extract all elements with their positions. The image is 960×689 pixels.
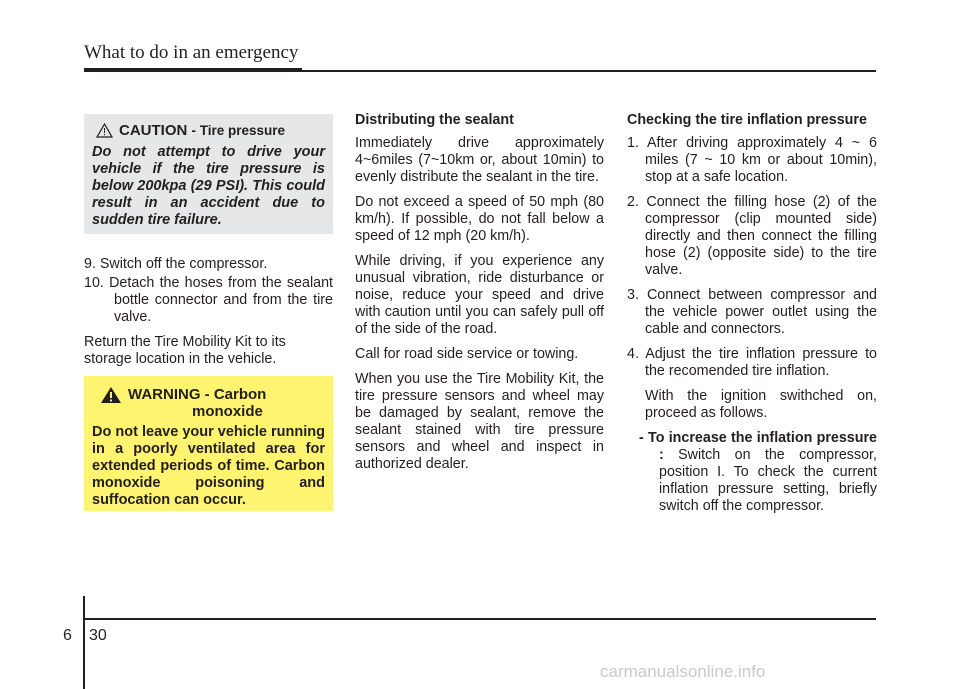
page-number: 30 xyxy=(89,627,107,644)
increase-pressure-item xyxy=(627,430,877,515)
check-step-4: 4. Adjust the tire inflation pressure to the recomended tire inflation. xyxy=(627,346,877,379)
chapter-number: 6 xyxy=(63,627,72,644)
warning-subtitle-b: monoxide xyxy=(192,403,263,420)
return-kit-text: Return the Tire Mobility Kit to its storage location in the vehicle. xyxy=(84,334,286,367)
distributing-sealant-heading: Distributing the sealant xyxy=(355,112,514,128)
sealant-paragraph-5: When you use the Tire Mobility Kit, the tire pressure sensors and wheel may be damaged by sealant, remove the sealant stained with tire pressure sensors and wheel and inspect in authorized dealer. xyxy=(355,371,604,472)
page-header-title: What to do in an emergency xyxy=(84,42,299,63)
warning-triangle-icon xyxy=(100,386,122,408)
caution-label: CAUTION xyxy=(119,122,188,139)
warning-title xyxy=(92,386,325,420)
sealant-paragraph-1: Immediately drive approximately 4~6miles (7~10km or, about 10min) to evenly distribute the sealant in the tire. xyxy=(355,135,604,185)
warning-subtitle-a: - Carbon xyxy=(204,386,267,403)
check-step-4-note: With the ignition swithched on, proceed as follows. xyxy=(645,388,877,421)
increase-pressure-text: Switch on the compressor, position I. To check the current inflation pressure setting, briefly switch off the compressor. xyxy=(659,447,877,514)
checking-pressure-heading: Checking the tire inflation pressure xyxy=(627,112,867,128)
increase-pressure-label: - To increase the inflation pressure : xyxy=(639,430,877,463)
sealant-paragraph-2: Do not exceed a speed of 50 mph (80 km/h). If possible, do not fall below a speed of 12 mph (20 km/h). xyxy=(355,194,604,244)
sealant-paragraph-4: Call for road side service or towing. xyxy=(355,346,579,362)
caution-text: Do not attempt to drive your vehicle if the tire pressure is below 200kpa (29 PSI). This could result in an accident due to sudden tire failure. xyxy=(92,144,325,228)
left-column xyxy=(84,256,333,376)
caution-triangle-icon xyxy=(96,123,113,143)
warning-box xyxy=(84,376,333,511)
middle-column xyxy=(355,112,604,481)
check-step-3: 3. Connect between compressor and the vehicle power outlet using the cable and connectors. xyxy=(627,287,877,337)
sealant-paragraph-3: While driving, if you experience any unusual vibration, ride disturbance or noise, reduce your speed and drive with caution until you can safely pull off of the side of the road. xyxy=(355,253,604,337)
check-step-1: 1. After driving approximately 4 ~ 6 miles (7 ~ 10 km or about 10min), stop at a safe location. xyxy=(627,135,877,185)
caution-title xyxy=(92,122,325,144)
caution-box xyxy=(84,114,333,234)
step-10: 10. Detach the hoses from the sealant bottle connector and from the tire valve. xyxy=(84,275,333,325)
step-9: 9. Switch off the compressor. xyxy=(84,256,268,272)
header-rule xyxy=(84,70,876,72)
check-step-2: 2. Connect the filling hose (2) of the compressor (clip mounted side) directly and then connect the filling hose (2) (opposite side) to the tire valve. xyxy=(627,194,877,278)
caution-subtitle: - Tire pressure xyxy=(191,123,286,138)
warning-label: WARNING xyxy=(128,386,201,403)
footer-rule xyxy=(84,618,876,620)
watermark: carmanualsonline.info xyxy=(600,662,766,681)
warning-text: Do not leave your vehicle running in a poorly ventilated area for extended periods of time. Carbon monoxide poisoning and suffocation can occur. xyxy=(92,424,325,508)
footer-vertical-rule xyxy=(83,596,85,689)
right-column xyxy=(627,112,877,523)
